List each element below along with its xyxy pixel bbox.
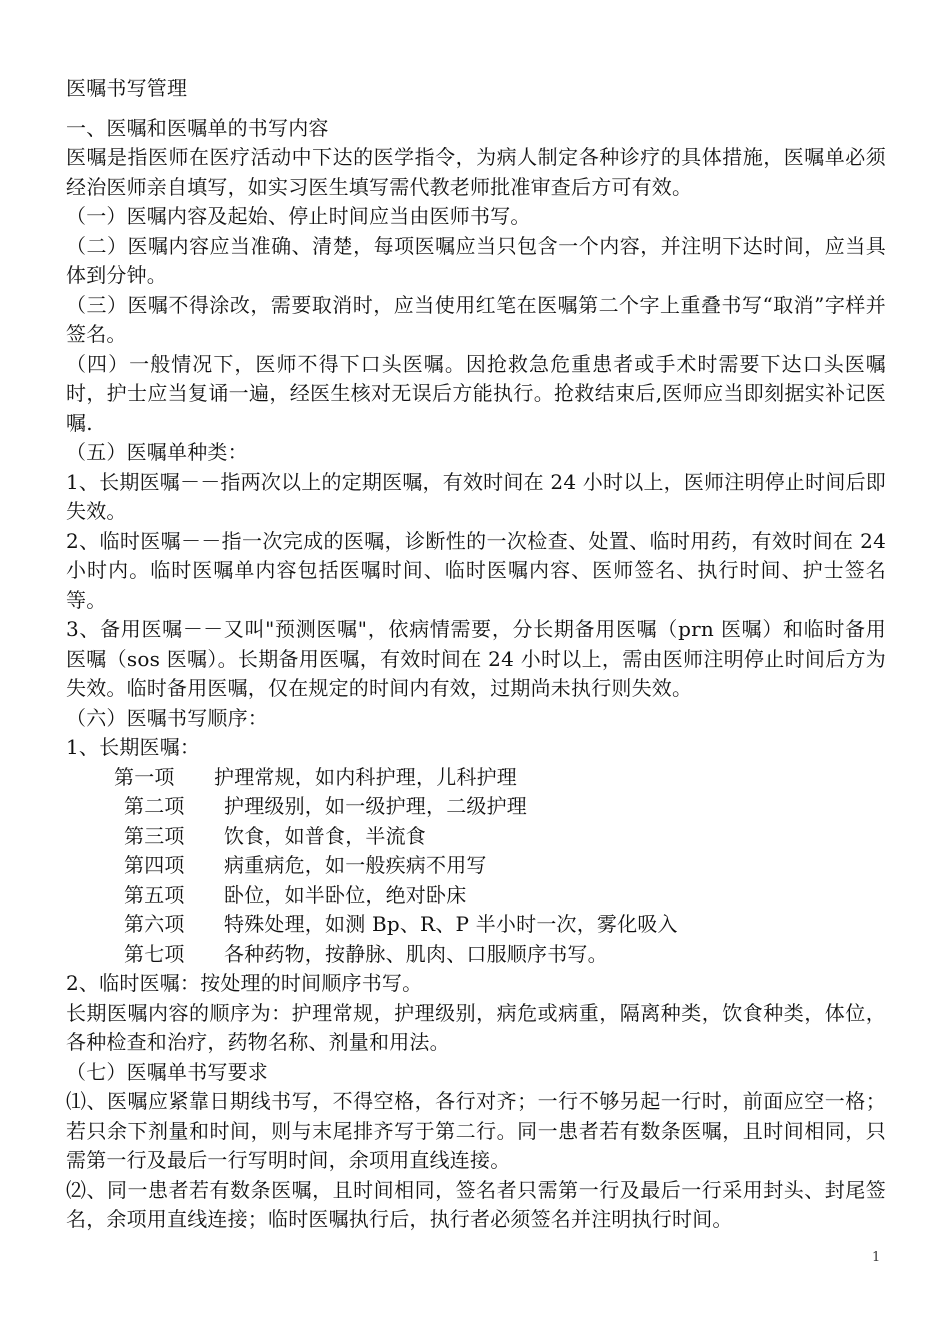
list-item-label: 第七项 [124,941,185,966]
writing-requirement-two: ⑵、同一患者若有数条医嘱，且时间相同，签名者只需第一行及最后一行采用封头、封尾签名，余项用直线连接；临时医嘱执行后，执行者必须签名并注明执行时间。 [66,1177,886,1231]
rule-item-five-heading: （五）医嘱单种类： [66,440,248,464]
rule-item-six-heading: （六）医嘱书写顺序： [66,705,268,730]
list-item-label: 第五项 [124,882,185,907]
page-number: 1 [872,1250,881,1265]
list-item-text: 护理常规，如内科护理，儿科护理 [214,764,517,789]
content-section-before-list [66,114,886,763]
temporary-order-sequence: 2、临时医嘱：按处理的时间顺序书写。 [66,971,423,995]
list-item [66,763,886,793]
list-item-label: 第四项 [124,853,185,877]
list-item [66,792,886,822]
rule-item-four: （四）一般情况下，医师不得下口头医嘱。因抢救急危重患者或手术时需要下达口头医嘱时，护士应当复诵一遍，经医生核对无误后方能执行。抢救结束后,医师应当即刻据实补记医嘱. [66,351,886,435]
list-item-text: 卧位，如半卧位，绝对卧床 [224,882,467,907]
list-item [66,910,886,940]
long-term-order-heading: 1、长期医嘱： [66,735,201,759]
list-item-text: 特殊处理，如测 Bp、R、P 半小时一次，雾化吸入 [224,912,678,936]
paragraph-definition: 医嘱是指医师在医疗活动中下达的医学指令，为病人制定各种诊疗的具体措施，医嘱单必须经治医师亲自填写，如实习医生填写需代教老师批准审查后方可有效。 [66,145,886,199]
rule-item-seven-heading: （七）医嘱单书写要求 [66,1059,268,1084]
list-item-text: 各种药物，按静脉、肌肉、口服顺序书写。 [224,941,608,966]
rule-item-two: （二）医嘱内容应当准确、清楚，每项医嘱应当只包含一个内容，并注明下达时间，应当具体到分钟。 [66,233,886,287]
document-body [66,74,886,1235]
document-title: 医嘱书写管理 [66,76,188,100]
list-item-label: 第六项 [124,912,185,936]
writing-requirement-one: ⑴、医嘱应紧靠日期线书写，不得空格，各行对齐；一行不够另起一行时，前面应空一格；若只余下剂量和时间，则与末尾排齐写于第二行。同一患者若有数条医嘱，且时间相同，只需第一行及最后一行写明时间，余项用直线连接。 [66,1089,886,1172]
order-type-standby: 3、备用医嘱－－又叫"预测医嘱"，依病情需要，分长期备用医嘱（prn 医嘱）和临时备用医嘱（sos 医嘱）。长期备用医嘱，有效时间在 24 小时以上，需由医师注明停止时间后方为失效。临时备用医嘱，仅在规定的时间内有效，过期尚未执行则失效。 [66,617,886,700]
list-item-label: 第二项 [124,794,185,818]
list-item [66,881,886,911]
content-section-after-list [66,969,886,1235]
list-item [66,851,886,881]
list-item [66,822,886,852]
list-item-text: 病重病危，如一般疾病不用写 [224,853,487,877]
long-term-order-content-sequence: 长期医嘱内容的顺序为：护理常规，护理级别，病危或病重，隔离种类，饮食种类，体位，各种检查和治疗，药物名称、剂量和用法。 [66,1000,886,1054]
list-item-label: 第三项 [124,823,185,848]
list-item-text: 饮食，如普食，半流食 [224,823,426,848]
list-item-label: 第一项 [114,764,175,789]
order-type-long-term: 1、长期医嘱－－指两次以上的定期医嘱，有效时间在 24 小时以上，医师注明停止时间后即失效。 [66,469,886,523]
order-sequence-list [66,763,886,970]
list-item [66,940,886,970]
rule-item-three: （三）医嘱不得涂改，需要取消时，应当使用红笔在医嘱第二个字上重叠书写“取消”字样并签名。 [66,292,886,346]
heading-section-one: 一、医嘱和医嘱单的书写内容 [66,115,329,140]
order-type-temporary: 2、临时医嘱－－指一次完成的医嘱，诊断性的一次检查、处置、临时用药，有效时间在 24 小时内。临时医嘱单内容包括医嘱时间、临时医嘱内容、医师签名、执行时间、护士签名等。 [66,528,886,612]
list-item-text: 护理级别，如一级护理，二级护理 [224,794,527,818]
rule-item-one: （一）医嘱内容及起始、停止时间应当由医师书写。 [66,204,531,228]
